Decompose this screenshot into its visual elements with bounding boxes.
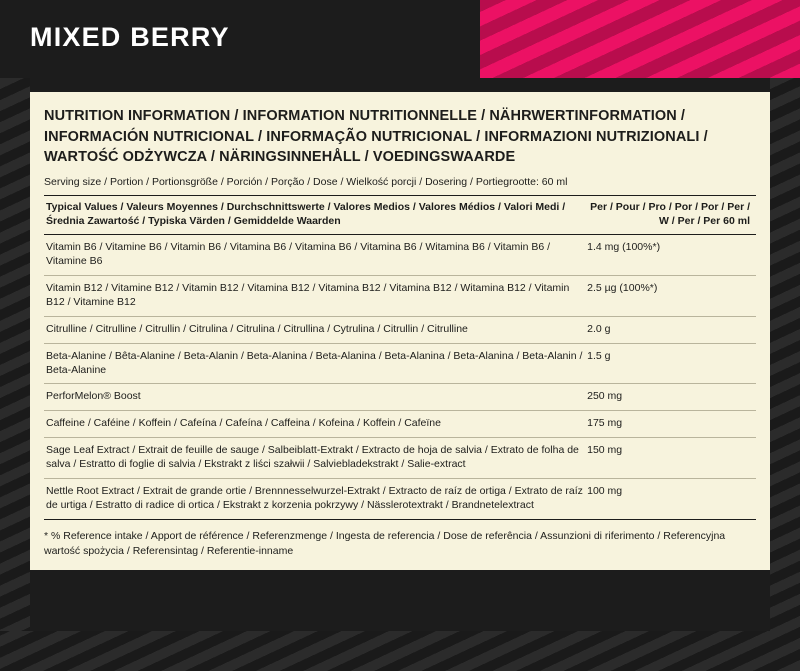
nutrient-name: Caffeine / Caféine / Koffein / Cafeína / Cafeína / Caffeina / Kofeina / Koffein / Cafeïne [44, 411, 585, 438]
table-row [44, 275, 756, 316]
nutrition-table [44, 195, 756, 520]
table-row [44, 411, 756, 438]
table-row [44, 384, 756, 411]
column-header-per-serving: Per / Pour / Pro / Por / Por / Per / W / Per / Per 60 ml [585, 195, 756, 234]
table-row [44, 343, 756, 384]
column-header-typical-values: Typical Values / Valeurs Moyennes / Durchschnittswerte / Valores Medios / Valores Médios / Valori Medi / Średnia Zawartość / Typiska Värden / Gemiddelde Waarden [44, 195, 585, 234]
nutrient-value: 1.4 mg (100%*) [585, 234, 756, 275]
table-row [44, 438, 756, 479]
nutrient-name: Citrulline / Citrulline / Citrullin / Citrulina / Citrulina / Citrullina / Cytrulina / Citrullin / Citrulline [44, 316, 585, 343]
nutrient-value: 150 mg [585, 438, 756, 479]
table-row [44, 234, 756, 275]
nutrient-name: Vitamin B6 / Vitamine B6 / Vitamin B6 / Vitamina B6 / Vitamina B6 / Vitamina B6 / Witamina B6 / Vitamin B6 / Vitamine B6 [44, 234, 585, 275]
nutrient-value: 250 mg [585, 384, 756, 411]
reference-intake-footnote: * % Reference intake / Apport de référence / Referenzmenge / Ingesta de referencia / Dose de referência / Assunzioni di riferimento / Referencyjna wartość spożycia / Referensintag / Referentie-inname [44, 530, 726, 557]
table-row [44, 316, 756, 343]
nutrient-name: Vitamin B12 / Vitamine B12 / Vitamin B12 / Vitamina B12 / Vitamina B12 / Vitamina B12 / Witamina B12 / Vitamin B12 / Vitamine B12 [44, 275, 585, 316]
page-title: MIXED BERRY [30, 22, 230, 52]
nutrient-name: PerforMelon® Boost [44, 384, 585, 411]
nutrition-information-heading: NUTRITION INFORMATION / INFORMATION NUTRITIONNELLE / NÄHRWERTINFORMATION / INFORMACIÓN NUTRICIONAL / INFORMAÇÃO NUTRICIONAL / INFORMAZIONI NUTRIZIONALI / WARTOŚĆ ODŻYWCZA / NÄRINGSINNEHÅLL / VOEDINGSWAARDE [44, 108, 708, 166]
nutrient-name: Beta-Alanine / Bêta-Alanine / Beta-Alanin / Beta-Alanina / Beta-Alanina / Beta-Alanina / Beta-Alanina / Beta-Alanin / Beta-Alanine [44, 343, 585, 384]
left-stripe-decoration [0, 78, 30, 671]
serving-size-text: Serving size / Portion / Portionsgröße / Porción / Porção / Dose / Wielkość porcji / Dosering / Portiegrootte: 60 ml [44, 175, 568, 188]
nutrient-value: 1.5 g [585, 343, 756, 384]
nutrient-name: Nettle Root Extract / Extrait de grande ortie / Brennnesselwurzel-Extrakt / Extracto de raíz de ortiga / Extrato de raíz de urtiga / Estratto di radice di ortica / Ekstrakt z korzenia pokrzywy / Nässlerotextrakt / Brandnetelextract [44, 479, 585, 520]
table-header-row [44, 195, 756, 234]
bottom-stripe-decoration [0, 631, 800, 671]
right-stripe-decoration [770, 78, 800, 671]
nutrient-value: 175 mg [585, 411, 756, 438]
diagonal-stripes-decoration [480, 0, 800, 78]
nutrient-value: 2.0 g [585, 316, 756, 343]
header-band [0, 0, 800, 78]
nutrient-name: Sage Leaf Extract / Extrait de feuille de sauge / Salbeiblatt-Extrakt / Extracto de hoja de salvia / Extrato de folha de salva / Estratto di foglie di salvia / Ekstrakt z liści szałwii / Salviebladekstrakt / Salie-extract [44, 438, 585, 479]
nutrient-value: 2.5 µg (100%*) [585, 275, 756, 316]
table-row [44, 479, 756, 520]
nutrition-panel [30, 92, 770, 570]
nutrient-value: 100 mg [585, 479, 756, 520]
